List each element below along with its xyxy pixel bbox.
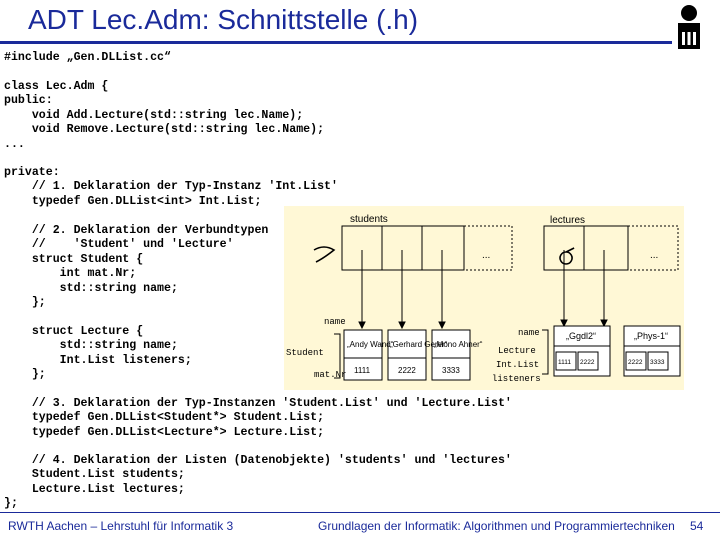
- footer-institution: RWTH Aachen – Lehrstuhl für Informatik 3: [8, 519, 234, 533]
- lecture-type-label: Lecture: [498, 346, 536, 356]
- data-structure-diagram: [284, 206, 684, 390]
- lectures-ellipsis: ...: [650, 250, 659, 261]
- page-number: 54: [690, 519, 704, 533]
- class-declaration-code: class Lec.Adm { public: void Add.Lecture(std::string lec.Name); void Remove.Lecture(std::string lec.Name); ...: [4, 80, 325, 151]
- name-label-left: name: [324, 317, 346, 327]
- include-line: #include „Gen.DLList.cc“: [4, 51, 171, 64]
- intlist-label: Int.List: [496, 360, 540, 370]
- typedef-intlist-code: private: // 1. Deklaration der Typ-Instanz 'Int.List' typedef Gen.DLList<int> Int.List;: [4, 166, 338, 208]
- typedef-lists-code: // 3. Deklaration der Typ-Instanzen 'Student.List' und 'Lecture.List' typedef Gen.DLList<Student*> Student.List; typedef Gen.DLList<Lecture*> Lecture.List;: [31, 397, 512, 439]
- student-matnr-1: 1111: [354, 366, 371, 375]
- lecture-name-1: „Ggdl2“: [566, 331, 597, 341]
- matnr-label: mat.Nr: [314, 370, 347, 380]
- listeners-label: listeners: [492, 374, 541, 384]
- struct-lecture-code: struct Lecture { std::string name; Int.List listeners; };: [31, 325, 192, 382]
- student-matnr-2: 2222: [398, 366, 416, 375]
- lecture2-listener-2: 3333: [650, 359, 665, 366]
- student-matnr-3: 3333: [442, 366, 460, 375]
- list-declarations-code: // 4. Deklaration der Listen (Datenobjekte) 'students' und 'lectures' Student.List students; Lecture.List lectures; };: [4, 454, 512, 511]
- student-name-3: „Mono Ahner“: [434, 340, 483, 349]
- student-type-label: Student: [286, 348, 324, 358]
- students-ellipsis: ...: [482, 250, 491, 261]
- student-name-1: „Andy Wand“: [347, 340, 394, 349]
- student-name-2: „Gerhard Gerer“: [390, 340, 448, 349]
- lecture1-listener-1: 1111: [558, 359, 572, 366]
- struct-student-code: // 2. Deklaration der Verbundtypen // 'Student' und 'Lecture' struct Student { int mat.Nr; std::string name; };: [31, 224, 269, 310]
- lectures-label: lectures: [550, 215, 586, 226]
- name-label-right: name: [518, 328, 540, 338]
- university-logo-icon: [674, 4, 704, 50]
- students-label: students: [350, 214, 388, 225]
- lecture-name-2: „Phys-1“: [634, 331, 669, 341]
- lecture2-listener-1: 2222: [628, 359, 643, 366]
- slide-title: ADT Lec.Adm: Schnittstelle (.h): [28, 4, 419, 35]
- footer-course-title: Grundlagen der Informatik: Algorithmen und Programmiertechniken: [318, 519, 675, 533]
- lecture1-listener-2: 2222: [580, 359, 595, 366]
- footer-divider: [0, 512, 720, 513]
- title-underline: [0, 41, 672, 44]
